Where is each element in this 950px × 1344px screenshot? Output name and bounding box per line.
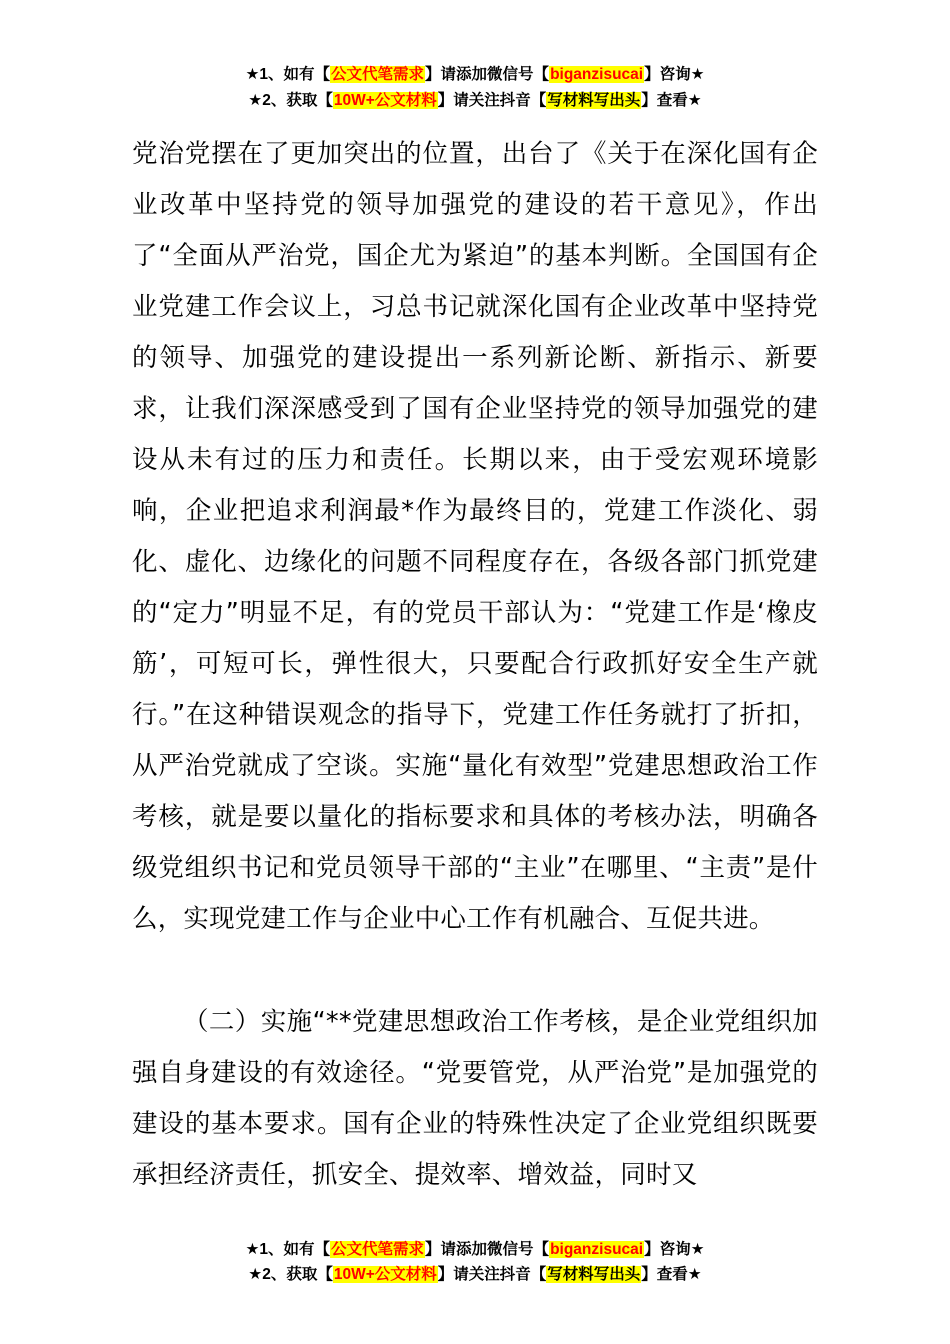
promo-top-line-2-mid-2: 】查看★ bbox=[641, 91, 702, 109]
promo-banner-bottom bbox=[0, 1237, 950, 1288]
document-body bbox=[132, 129, 818, 1201]
paragraph-spacer bbox=[132, 945, 818, 997]
promo-bottom-line-1-highlight-1: 公文代笔需求 bbox=[331, 1240, 425, 1258]
promo-bottom-line-2-prefix: ★2、获取【 bbox=[248, 1266, 333, 1284]
paragraph-1: 党治党摆在了更加突出的位置，出台了《关于在深化国有企业改革中坚持党的领导加强党的建设的若干意见》，作出了“全面从严治党，国企尤为紧迫”的基本判断。全国国有企业党建工作会议上，习总书记就深化国有企业改革中坚持党的领导、加强党的建设提出一系列新论断、新指示、新要求，让我们深深感受到了国有企业坚持党的领导加强党的建设从未有过的压力和责任。长期以来，由于受宏观环境影响，企业把追求利润最*作为最终目的，党建工作淡化、弱化、虚化、边缘化的问题不同程度存在，各级各部门抓党建的“定力”明显不足，有的党员干部认为：“党建工作是‘橡皮筋’，可短可长，弹性很大，只要配合行政抓好安全生产就行。”在这种错误观念的指导下，党建工作任务就打了折扣，从严治党就成了空谈。实施“量化有效型”党建思想政治工作考核，就是要以量化的指标要求和具体的考核办法，明确各级党组织书记和党员领导干部的“主业”在哪里、“主责”是什么，实现党建工作与企业中心工作有机融合、互促共进。 bbox=[132, 139, 818, 935]
promo-top-line-1-mid-1: 】请添加微信号【 bbox=[425, 66, 550, 83]
promo-bottom-line-1 bbox=[0, 1237, 950, 1263]
promo-bottom-line-2-highlight-2: 写材料写出头 bbox=[547, 1266, 641, 1284]
promo-bottom-line-2-highlight-1: 10W+公文材料 bbox=[333, 1266, 437, 1284]
promo-bottom-line-1-mid-2: 】咨询★ bbox=[644, 1240, 705, 1258]
promo-top-line-1-highlight-2: biganzisucai bbox=[550, 66, 644, 83]
paragraph-2: （二）实施“**党建思想政治工作考核，是企业党组织加强自身建设的有效途径。“党要管党，从严治党”是加强党的建设的基本要求。国有企业的特殊性决定了企业党组织既要承担经济责任，抓安全、提效率、增效益，同时又 bbox=[132, 1007, 818, 1191]
promo-top-line-2-highlight-2: 写材料写出头 bbox=[547, 91, 641, 109]
promo-bottom-line-1-prefix: ★1、如有【 bbox=[245, 1240, 331, 1258]
promo-top-line-1 bbox=[132, 62, 818, 88]
promo-bottom-line-1-mid-1: 】请添加微信号【 bbox=[425, 1240, 550, 1258]
promo-top-line-2-highlight-1: 10W+公文材料 bbox=[333, 91, 437, 109]
promo-top-line-2 bbox=[132, 88, 818, 114]
promo-bottom-line-2-mid-1: 】请关注抖音【 bbox=[437, 1266, 547, 1284]
promo-top-line-1-highlight-1: 公文代笔需求 bbox=[331, 66, 425, 83]
promo-bottom-line-2-mid-2: 】查看★ bbox=[641, 1266, 702, 1284]
promo-top-line-1-prefix: ★1、如有【 bbox=[245, 66, 331, 83]
promo-banner-top bbox=[132, 0, 818, 113]
promo-bottom-line-1-highlight-2: biganzisucai bbox=[550, 1240, 644, 1258]
promo-bottom-line-2 bbox=[0, 1262, 950, 1288]
promo-top-line-2-mid-1: 】请关注抖音【 bbox=[437, 91, 547, 109]
promo-top-line-1-mid-2: 】咨询★ bbox=[644, 66, 705, 83]
promo-top-line-2-prefix: ★2、获取【 bbox=[248, 91, 333, 109]
